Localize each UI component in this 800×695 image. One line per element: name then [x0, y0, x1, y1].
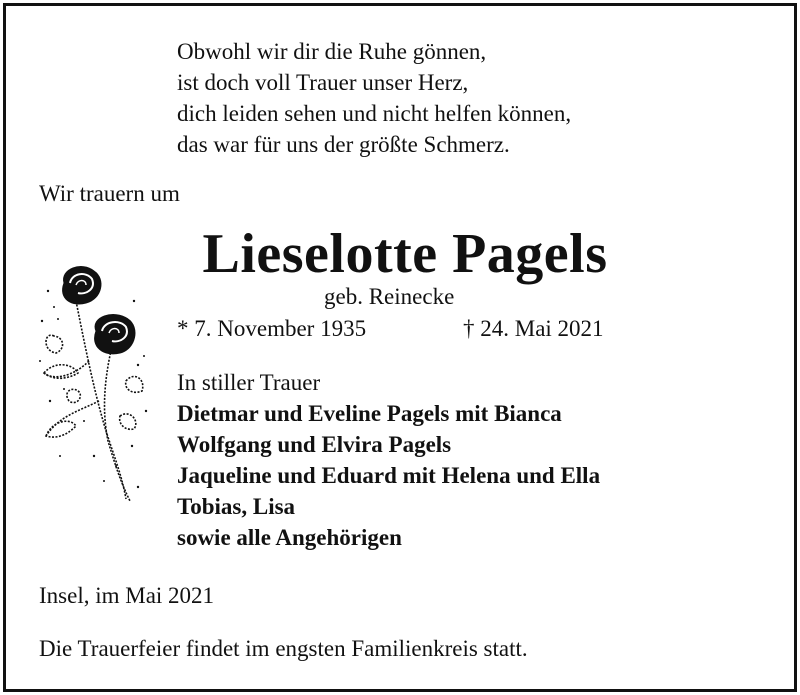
deceased-name: Lieselotte Pagels	[202, 223, 608, 285]
rose-icon	[34, 261, 154, 506]
life-dates	[177, 313, 604, 344]
poem-line: dich leiden sehen und nicht helfen können,	[177, 101, 572, 126]
maiden-name: geb. Reinecke	[324, 284, 455, 309]
intro-text: Wir trauern um	[39, 181, 180, 206]
mourner-family: Wolfgang und Elvira Pagels	[177, 432, 452, 457]
mourner-family: Dietmar und Eveline Pagels mit Bianca	[177, 401, 562, 426]
birth-date: * 7. November 1935	[177, 316, 367, 341]
poem-line: Obwohl wir dir die Ruhe gönnen,	[177, 39, 487, 64]
mourners-block	[177, 367, 600, 553]
poem-line: das war für uns der größte Schmerz.	[177, 132, 510, 157]
place-and-date: Insel, im Mai 2021	[39, 583, 215, 608]
funeral-note: Die Trauerfeier findet im engsten Familienkreis statt.	[39, 636, 528, 661]
death-date: † 24. Mai 2021	[463, 316, 604, 341]
mourner-family: sowie alle Angehörigen	[177, 525, 402, 550]
mourner-family: Jaqueline und Eduard mit Helena und Ella	[177, 463, 601, 488]
obituary-notice	[3, 3, 797, 692]
mourner-family: Tobias, Lisa	[177, 494, 296, 519]
poem	[177, 36, 571, 160]
mourners-lead: In stiller Trauer	[177, 370, 321, 395]
poem-line: ist doch voll Trauer unser Herz,	[177, 70, 469, 95]
